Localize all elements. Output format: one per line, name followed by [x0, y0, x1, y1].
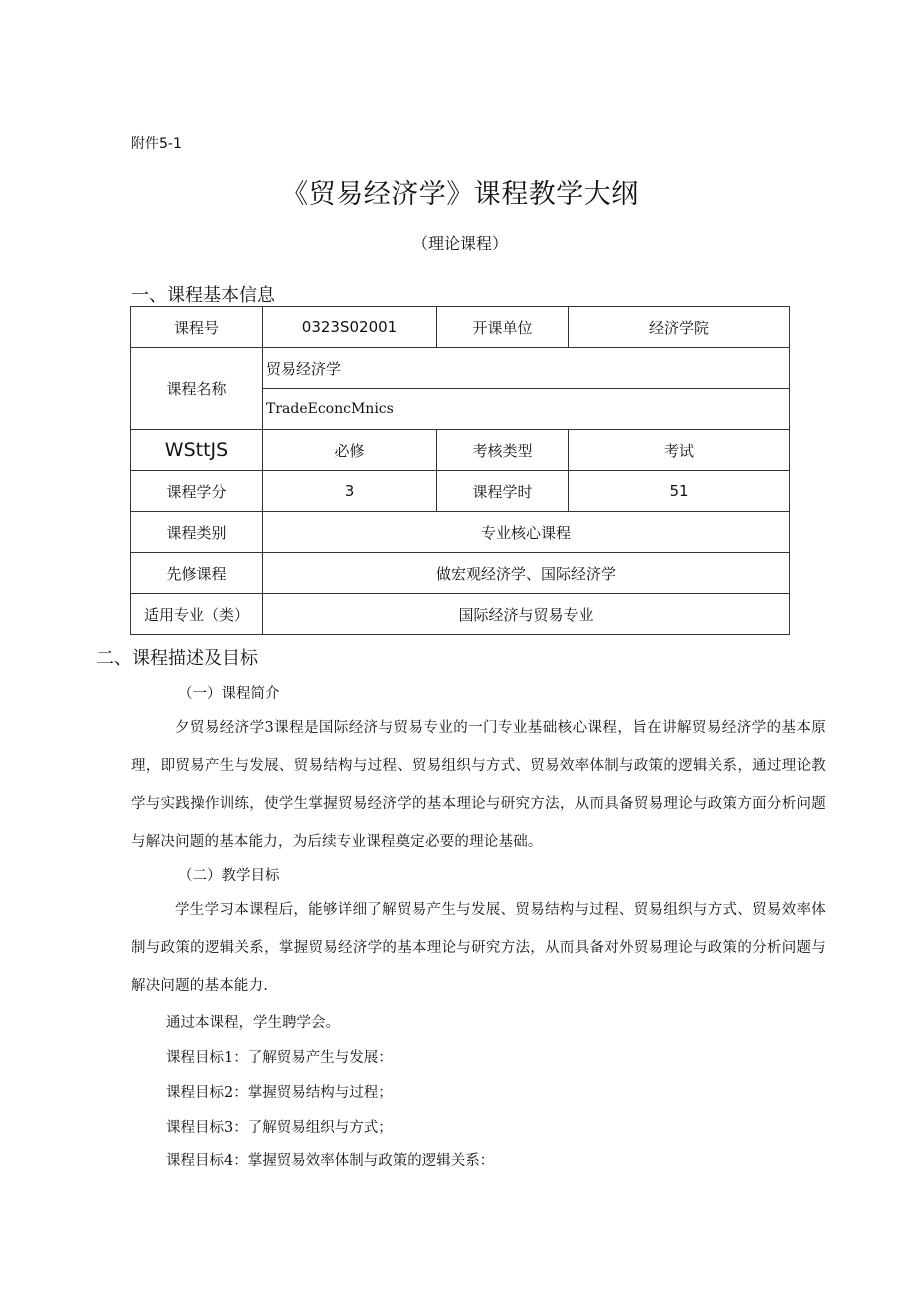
major-value: 国际经济与贸易专业: [263, 594, 790, 635]
through-line: 通过本课程，学生聘学会。: [166, 1015, 340, 1031]
section1-heading: 一、课程基本信息: [131, 285, 275, 306]
attachment-label: 附件5-1: [131, 136, 182, 152]
table-row: [131, 471, 790, 512]
intro-heading: （一）课程简介: [178, 686, 280, 702]
intro-paragraph: 夕贸易经济学3课程是国际经济与贸易专业的一门专业基础核心课程，旨在讲解贸易经济学的基本原理，即贸易产生与发展、贸易结构与过程、贸易组织与方式、贸易效率体制与政策的逻辑关系，通过理论教学与实践操作训练，使学生掌握贸易经济学的基本理论与研究方法，从而具备贸易理论与政策方面分析问题与解决问题的基本能力，为后续专业课程奠定必要的理论基础。: [131, 720, 826, 850]
dept-value: 经济学院: [569, 307, 790, 348]
table-row: [131, 307, 790, 348]
assess-value: 考试: [569, 430, 790, 471]
hours-label: 课程学时: [437, 471, 569, 512]
table-row: [131, 594, 790, 635]
table-row: [131, 348, 790, 389]
goal-heading: （二）教学目标: [178, 868, 280, 884]
prereq-value: 做宏观经济学、国际经济学: [263, 553, 790, 594]
course-no-value: 0323S02001: [263, 307, 437, 348]
page-title: 《贸易经济学》课程教学大纲: [281, 179, 639, 210]
course-name-cn: 贸易经济学: [263, 348, 790, 389]
table-row: [131, 430, 790, 471]
dept-label: 开课单位: [437, 307, 569, 348]
table-row: [131, 553, 790, 594]
credit-value: 3: [263, 471, 437, 512]
page-subtitle: （理论课程）: [411, 234, 508, 253]
goal-item-2: 课程目标2：掌握贸易结构与过程；: [166, 1085, 393, 1101]
category-value: 专业核心课程: [263, 512, 790, 553]
course-type-label: WSttJS: [131, 430, 263, 471]
assess-label: 考核类型: [437, 430, 569, 471]
course-name-label: 课程名称: [131, 348, 263, 430]
credit-label: 课程学分: [131, 471, 263, 512]
goal-item-1: 课程目标1：了解贸易产生与发展：: [166, 1050, 393, 1066]
course-name-en: TradeEconcMnics: [263, 389, 790, 430]
category-label: 课程类别: [131, 512, 263, 553]
goal-item-3: 课程目标3：了解贸易组织与方式；: [166, 1120, 393, 1136]
table-row: [131, 512, 790, 553]
hours-value: 51: [569, 471, 790, 512]
goal-paragraph: 学生学习本课程后，能够详细了解贸易产生与发展、贸易结构与过程、贸易组织与方式、贸易效率体制与政策的逻辑关系，掌握贸易经济学的基本理论与研究方法，从而具备对外贸易理论与政策的分析问题与解决问题的基本能力.: [131, 902, 826, 994]
prereq-label: 先修课程: [131, 553, 263, 594]
course-no-label: 课程号: [131, 307, 263, 348]
course-type-value: 必修: [263, 430, 437, 471]
major-label: 适用专业（类）: [131, 594, 263, 635]
course-info-table: [130, 306, 790, 635]
goal-item-4: 课程目标4：掌握贸易效率体制与政策的逻辑关系：: [166, 1153, 495, 1169]
section2-heading: 二、课程描述及目标: [96, 648, 258, 669]
